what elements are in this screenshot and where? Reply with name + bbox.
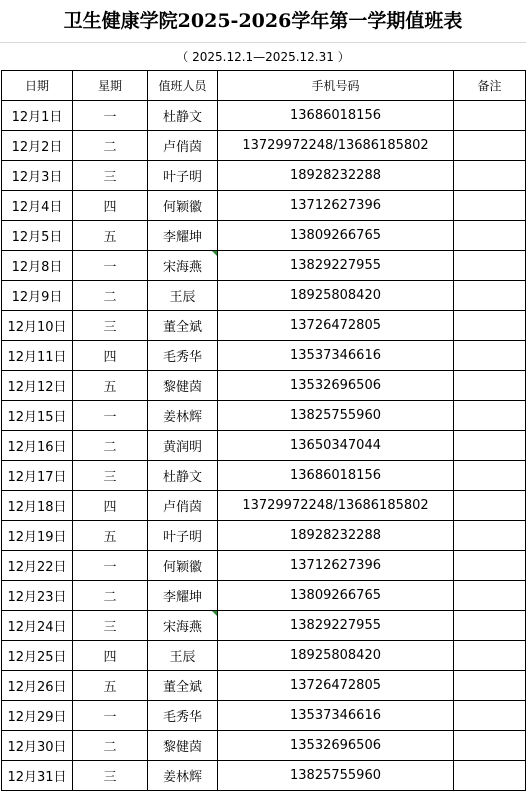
- phone-cell[interactable]: [218, 551, 454, 581]
- staff-name-cell-text: 卢俏茵: [162, 140, 202, 155]
- weekday-cell[interactable]: [73, 131, 148, 161]
- table-row: [2, 761, 526, 791]
- weekday-cell-text: 二: [103, 290, 117, 305]
- staff-name-cell[interactable]: [148, 521, 218, 551]
- table-row: [2, 491, 526, 521]
- date-cell[interactable]: [2, 641, 73, 671]
- weekday-cell[interactable]: [73, 341, 148, 371]
- date-cell-text: 12月10日: [7, 320, 67, 335]
- weekday-cell[interactable]: [73, 671, 148, 701]
- note-cell[interactable]: [454, 311, 526, 341]
- weekday-cell-text: 二: [103, 440, 117, 455]
- staff-name-cell-text: 王辰: [169, 650, 196, 665]
- staff-name-cell-text: 王辰: [169, 290, 196, 305]
- weekday-cell-text: 三: [103, 470, 117, 485]
- weekday-cell[interactable]: [73, 491, 148, 521]
- weekday-cell[interactable]: [73, 641, 148, 671]
- table-row: [2, 551, 526, 581]
- date-range-subtitle: （ 2025.12.1—2025.12.31 ）: [0, 42, 526, 71]
- staff-name-cell-text: 叶子明: [162, 170, 202, 185]
- table-row: [2, 131, 526, 161]
- staff-name-cell[interactable]: [148, 101, 218, 131]
- note-cell[interactable]: [454, 641, 526, 671]
- weekday-cell[interactable]: [73, 401, 148, 431]
- date-cell[interactable]: [2, 551, 73, 581]
- staff-name-cell[interactable]: [148, 341, 218, 371]
- table-row: [2, 581, 526, 611]
- date-cell-text: 12月23日: [7, 590, 67, 605]
- date-cell[interactable]: [2, 671, 73, 701]
- staff-name-cell[interactable]: [148, 311, 218, 341]
- weekday-cell-text: 四: [103, 650, 117, 665]
- phone-cell[interactable]: [218, 191, 454, 221]
- date-cell[interactable]: [2, 761, 73, 791]
- page-title: 卫生健康学院2025-2026学年第一学期值班表: [63, 10, 463, 32]
- staff-name-cell-text: 董全斌: [162, 680, 202, 695]
- date-cell-text: 12月1日: [11, 110, 63, 125]
- date-cell-text: 12月25日: [7, 650, 67, 665]
- table-row: [2, 461, 526, 491]
- table-row: [2, 101, 526, 131]
- phone-cell-text: 18925808420: [290, 288, 381, 303]
- weekday-cell[interactable]: [73, 581, 148, 611]
- staff-name-cell[interactable]: [148, 131, 218, 161]
- date-cell-text: 12月8日: [11, 260, 63, 275]
- staff-name-cell[interactable]: [148, 161, 218, 191]
- staff-name-cell-text: 毛秀华: [162, 710, 202, 725]
- date-cell[interactable]: [2, 521, 73, 551]
- staff-name-cell-text: 杜静文: [162, 470, 202, 485]
- date-cell[interactable]: [2, 611, 73, 641]
- phone-cell[interactable]: [218, 311, 454, 341]
- weekday-cell-text: 五: [103, 680, 117, 695]
- staff-name-cell[interactable]: [148, 731, 218, 761]
- staff-name-cell-text: 黎健茵: [162, 380, 202, 395]
- note-cell[interactable]: [454, 671, 526, 701]
- weekday-cell-text: 四: [103, 500, 117, 515]
- note-cell[interactable]: [454, 191, 526, 221]
- date-cell-text: 12月5日: [11, 230, 63, 245]
- phone-cell[interactable]: [218, 761, 454, 791]
- phone-cell[interactable]: [218, 461, 454, 491]
- note-cell[interactable]: [454, 281, 526, 311]
- date-cell[interactable]: [2, 461, 73, 491]
- staff-name-cell-text: 宋海燕: [162, 620, 202, 635]
- staff-name-cell-text: 宋海燕: [162, 260, 202, 275]
- phone-cell[interactable]: [218, 401, 454, 431]
- staff-name-cell-text: 毛秀华: [162, 350, 202, 365]
- weekday-cell[interactable]: [73, 611, 148, 641]
- phone-cell-text: 13829227955: [290, 258, 381, 273]
- date-cell-text: 12月3日: [11, 170, 63, 185]
- staff-name-cell[interactable]: [148, 221, 218, 251]
- date-cell[interactable]: [2, 731, 73, 761]
- note-cell[interactable]: [454, 341, 526, 371]
- phone-cell[interactable]: [218, 491, 454, 521]
- phone-cell[interactable]: [218, 731, 454, 761]
- table-header-row: [2, 71, 526, 101]
- date-cell[interactable]: [2, 311, 73, 341]
- weekday-cell[interactable]: [73, 191, 148, 221]
- table-row: [2, 401, 526, 431]
- phone-cell-text: 13650347044: [290, 438, 381, 453]
- note-cell[interactable]: [454, 701, 526, 731]
- weekday-cell-text: 一: [103, 560, 117, 575]
- weekday-cell-text: 四: [103, 350, 117, 365]
- phone-cell-text: 13537346616: [290, 708, 381, 723]
- weekday-cell-text: 三: [103, 770, 117, 785]
- note-cell[interactable]: [454, 461, 526, 491]
- weekday-cell[interactable]: [73, 221, 148, 251]
- note-cell[interactable]: [454, 161, 526, 191]
- staff-name-cell[interactable]: [148, 551, 218, 581]
- staff-name-cell[interactable]: [148, 461, 218, 491]
- date-cell-text: 12月26日: [7, 680, 67, 695]
- weekday-cell-text: 三: [103, 620, 117, 635]
- weekday-cell-text: 二: [103, 590, 117, 605]
- table-row: [2, 311, 526, 341]
- date-cell[interactable]: [2, 431, 73, 461]
- weekday-cell-text: 一: [103, 110, 117, 125]
- column-header-weekday[interactable]: 星期: [73, 71, 148, 101]
- date-cell-text: 12月29日: [7, 710, 67, 725]
- table-row: [2, 251, 526, 281]
- phone-cell-text: 13532696506: [290, 738, 381, 753]
- table-row: [2, 341, 526, 371]
- weekday-cell[interactable]: [73, 761, 148, 791]
- weekday-cell-text: 五: [103, 230, 117, 245]
- duty-schedule-table: [1, 70, 526, 791]
- table-row: [2, 671, 526, 701]
- date-cell[interactable]: [2, 161, 73, 191]
- staff-name-cell[interactable]: [148, 641, 218, 671]
- date-cell-text: 12月12日: [7, 380, 67, 395]
- table-row: [2, 641, 526, 671]
- phone-cell[interactable]: [218, 161, 454, 191]
- date-cell[interactable]: [2, 251, 73, 281]
- staff-name-cell-text: 李耀坤: [162, 230, 202, 245]
- phone-cell-text: 13726472805: [290, 678, 381, 693]
- date-cell-text: 12月18日: [7, 500, 67, 515]
- note-cell[interactable]: [454, 221, 526, 251]
- staff-name-cell[interactable]: [148, 761, 218, 791]
- phone-cell-text: 18928232288: [290, 528, 381, 543]
- phone-cell[interactable]: [218, 641, 454, 671]
- staff-name-cell-text: 姜林辉: [162, 770, 202, 785]
- phone-cell-text: 13686018156: [290, 468, 381, 483]
- phone-cell-text: 13809266765: [290, 228, 381, 243]
- note-cell[interactable]: [454, 491, 526, 521]
- column-header-note[interactable]: 备注: [454, 71, 526, 101]
- staff-name-cell[interactable]: [148, 581, 218, 611]
- date-cell-text: 12月11日: [7, 350, 67, 365]
- staff-name-cell-text: 叶子明: [162, 530, 202, 545]
- phone-cell[interactable]: [218, 281, 454, 311]
- date-cell-text: 12月19日: [7, 530, 67, 545]
- phone-cell-text: 13712627396: [290, 558, 381, 573]
- table-row: [2, 611, 526, 641]
- column-header-date[interactable]: 日期: [2, 71, 73, 101]
- staff-name-cell[interactable]: [148, 401, 218, 431]
- date-cell[interactable]: [2, 191, 73, 221]
- weekday-cell[interactable]: [73, 521, 148, 551]
- phone-cell-text: 13537346616: [290, 348, 381, 363]
- staff-name-cell-text: 黄润明: [162, 440, 202, 455]
- phone-cell-text: 13825755960: [290, 768, 381, 783]
- date-cell-text: 12月17日: [7, 470, 67, 485]
- staff-name-cell-text: 黎健茵: [162, 740, 202, 755]
- weekday-cell[interactable]: [73, 101, 148, 131]
- phone-cell-text: 13729972248/13686185802: [242, 498, 429, 513]
- phone-cell[interactable]: [218, 671, 454, 701]
- phone-cell[interactable]: [218, 101, 454, 131]
- staff-name-cell-text: 何颖徽: [162, 560, 202, 575]
- staff-name-cell[interactable]: [148, 671, 218, 701]
- phone-cell-text: 13825755960: [290, 408, 381, 423]
- weekday-cell[interactable]: [73, 251, 148, 281]
- date-cell-text: 12月24日: [7, 620, 67, 635]
- weekday-cell-text: 二: [103, 740, 117, 755]
- phone-cell[interactable]: [218, 431, 454, 461]
- table-row: [2, 191, 526, 221]
- phone-cell[interactable]: [218, 371, 454, 401]
- weekday-cell-text: 五: [103, 380, 117, 395]
- date-cell-text: 12月15日: [7, 410, 67, 425]
- weekday-cell-text: 四: [103, 200, 117, 215]
- table-row: [2, 281, 526, 311]
- date-cell-text: 12月30日: [7, 740, 67, 755]
- date-cell[interactable]: [2, 281, 73, 311]
- phone-cell[interactable]: [218, 581, 454, 611]
- staff-name-cell[interactable]: [148, 491, 218, 521]
- phone-cell-text: 13686018156: [290, 108, 381, 123]
- phone-cell-text: 18928232288: [290, 168, 381, 183]
- staff-name-cell[interactable]: [148, 431, 218, 461]
- table-row: [2, 371, 526, 401]
- phone-cell[interactable]: [218, 701, 454, 731]
- weekday-cell[interactable]: [73, 161, 148, 191]
- phone-cell-text: 13829227955: [290, 618, 381, 633]
- table-row: [2, 221, 526, 251]
- date-cell[interactable]: [2, 491, 73, 521]
- phone-cell-text: 13729972248/13686185802: [242, 138, 429, 153]
- phone-cell-text: 13532696506: [290, 378, 381, 393]
- date-cell-text: 12月2日: [11, 140, 63, 155]
- phone-cell[interactable]: [218, 131, 454, 161]
- staff-name-cell[interactable]: [148, 281, 218, 311]
- phone-cell-text: 13726472805: [290, 318, 381, 333]
- comment-marker-icon[interactable]: [212, 611, 217, 616]
- weekday-cell[interactable]: [73, 281, 148, 311]
- phone-cell[interactable]: [218, 521, 454, 551]
- staff-name-cell[interactable]: [148, 191, 218, 221]
- comment-marker-icon[interactable]: [212, 251, 217, 256]
- note-cell[interactable]: [454, 521, 526, 551]
- date-cell[interactable]: [2, 341, 73, 371]
- table-body: [2, 101, 526, 791]
- column-header-staff[interactable]: 值班人员: [148, 71, 218, 101]
- staff-name-cell-text: 卢俏茵: [162, 500, 202, 515]
- staff-name-cell[interactable]: [148, 251, 218, 281]
- date-cell-text: 12月4日: [11, 200, 63, 215]
- weekday-cell-text: 三: [103, 170, 117, 185]
- staff-name-cell-text: 姜林辉: [162, 410, 202, 425]
- date-cell[interactable]: [2, 401, 73, 431]
- date-cell[interactable]: [2, 371, 73, 401]
- date-cell-text: 12月22日: [7, 560, 67, 575]
- staff-name-cell[interactable]: [148, 371, 218, 401]
- note-cell[interactable]: [454, 371, 526, 401]
- note-cell[interactable]: [454, 131, 526, 161]
- column-header-phone[interactable]: 手机号码: [218, 71, 454, 101]
- phone-cell[interactable]: [218, 251, 454, 281]
- note-cell[interactable]: [454, 731, 526, 761]
- weekday-cell-text: 三: [103, 320, 117, 335]
- table-row: [2, 161, 526, 191]
- table-row: [2, 431, 526, 461]
- date-cell-text: 12月31日: [7, 770, 67, 785]
- weekday-cell-text: 一: [103, 410, 117, 425]
- weekday-cell-text: 一: [103, 260, 117, 275]
- phone-cell[interactable]: [218, 221, 454, 251]
- staff-name-cell-text: 何颖徽: [162, 200, 202, 215]
- weekday-cell-text: 二: [103, 140, 117, 155]
- note-cell[interactable]: [454, 761, 526, 791]
- date-cell[interactable]: [2, 131, 73, 161]
- weekday-cell[interactable]: [73, 731, 148, 761]
- date-cell[interactable]: [2, 581, 73, 611]
- note-cell[interactable]: [454, 611, 526, 641]
- weekday-cell[interactable]: [73, 431, 148, 461]
- date-cell[interactable]: [2, 221, 73, 251]
- weekday-cell[interactable]: [73, 311, 148, 341]
- note-cell[interactable]: [454, 251, 526, 281]
- weekday-cell[interactable]: [73, 551, 148, 581]
- date-cell[interactable]: [2, 101, 73, 131]
- phone-cell[interactable]: [218, 611, 454, 641]
- staff-name-cell-text: 董全斌: [162, 320, 202, 335]
- phone-cell[interactable]: [218, 341, 454, 371]
- phone-cell-text: 13712627396: [290, 198, 381, 213]
- note-cell[interactable]: [454, 101, 526, 131]
- phone-cell-text: 18925808420: [290, 648, 381, 663]
- weekday-cell-text: 一: [103, 710, 117, 725]
- table-row: [2, 701, 526, 731]
- staff-name-cell[interactable]: [148, 701, 218, 731]
- staff-name-cell-text: 李耀坤: [162, 590, 202, 605]
- note-cell[interactable]: [454, 581, 526, 611]
- table-row: [2, 731, 526, 761]
- table-row: [2, 521, 526, 551]
- weekday-cell[interactable]: [73, 371, 148, 401]
- staff-name-cell-text: 杜静文: [162, 110, 202, 125]
- note-cell[interactable]: [454, 431, 526, 461]
- weekday-cell[interactable]: [73, 461, 148, 491]
- note-cell[interactable]: [454, 551, 526, 581]
- date-cell-text: 12月16日: [7, 440, 67, 455]
- weekday-cell-text: 五: [103, 530, 117, 545]
- date-cell[interactable]: [2, 701, 73, 731]
- note-cell[interactable]: [454, 401, 526, 431]
- weekday-cell[interactable]: [73, 701, 148, 731]
- staff-name-cell[interactable]: [148, 611, 218, 641]
- date-cell-text: 12月9日: [11, 290, 63, 305]
- phone-cell-text: 13809266765: [290, 588, 381, 603]
